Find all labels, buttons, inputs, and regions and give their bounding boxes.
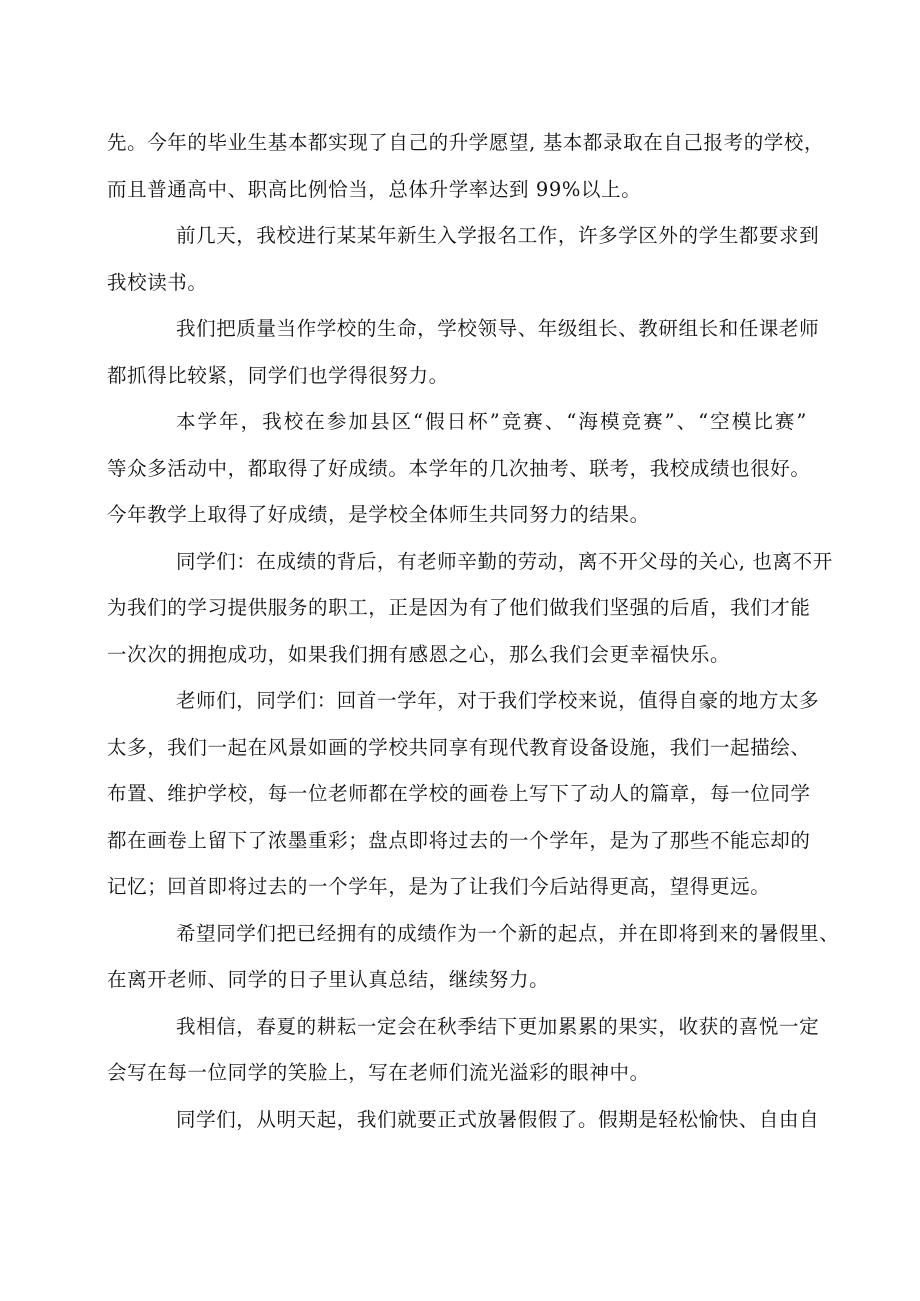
document-body [107, 120, 840, 1143]
text-line: 我们把质量当作学校的生命，学校领导、年级组长、教研组长和任课老师 [176, 317, 820, 340]
text-line: 前几天，我校进行某某年新生入学报名工作，许多学区外的学生都要求到 [176, 224, 820, 247]
paragraph-4 [107, 399, 811, 539]
text-line: 都在画卷上留下了浓墨重彩；盘点即将过去的一个学年，是为了那些不能忘却的 [107, 828, 811, 852]
text-line: 同学们，从明天起，我们就要正式放暑假假了。假期是轻松愉快、自由自 [176, 1107, 820, 1131]
text-line: 我相信，春夏的耕耘一定会在秋季结下更加累累的果实，收获的喜悦一定 [176, 1014, 820, 1038]
paragraph-7 [107, 911, 840, 1004]
paragraph-1 [107, 120, 825, 213]
text-line: 记忆；回首即将过去的一个学年，是为了让我们今后站得更高，望得更远。 [107, 875, 771, 898]
text-line: 太多，我们一起在风景如画的学校共同享有现代教育设备设施，我们一起描绘、 [107, 735, 811, 759]
text-line: 而且普通高中、职高比例恰当，总体升学率达到 99%以上。 [107, 177, 642, 201]
text-line: 本学年，我校在参加县区“假日杯”竞赛、“海模竞赛”、“空模比赛” [176, 410, 807, 433]
text-line: 都抓得比较紧，同学们也学得很努力。 [107, 363, 449, 387]
text-line: 在离开老师、同学的日子里认真总结，继续努力。 [107, 968, 550, 991]
text-line: 为我们的学习提供服务的职工，正是因为有了他们做我们坚强的后盾，我们才能 [107, 596, 811, 619]
text-line: 先。今年的毕业生基本都实现了自己的升学愿望, 基本都录取在自己报考的学校， [107, 131, 825, 154]
text-line: 老师们，同学们：回首一学年，对于我们学校来说，值得自豪的地方太多 [176, 689, 820, 712]
paragraph-9 [107, 1097, 820, 1144]
paragraph-5 [107, 539, 833, 679]
paragraph-3 [107, 306, 820, 399]
text-line: 希望同学们把已经拥有的成绩作为一个新的起点，并在即将到来的暑假里、 [176, 921, 840, 945]
text-line: 布置、维护学校，每一位老师都在学校的画卷上写下了动人的篇章，每一位同学 [107, 782, 811, 805]
text-line: 我校读书。 [107, 270, 208, 294]
text-line: 会写在每一位同学的笑脸上，写在老师们流光溢彩的眼神中。 [107, 1061, 650, 1084]
paragraph-8 [107, 1004, 820, 1097]
text-line: 等众多活动中，都取得了好成绩。本学年的几次抽考、联考，我校成绩也很好。 [107, 456, 811, 480]
paragraph-2 [107, 213, 820, 306]
text-line: 一次次的拥抱成功，如果我们拥有感恩之心，那么我们会更幸福快乐。 [107, 642, 731, 666]
paragraph-6 [107, 678, 820, 911]
text-line: 同学们：在成绩的背后，有老师辛勤的劳动，离不开父母的关心, 也离不开 [176, 549, 833, 573]
text-line: 今年教学上取得了好成绩，是学校全体师生共同努力的结果。 [107, 503, 650, 526]
